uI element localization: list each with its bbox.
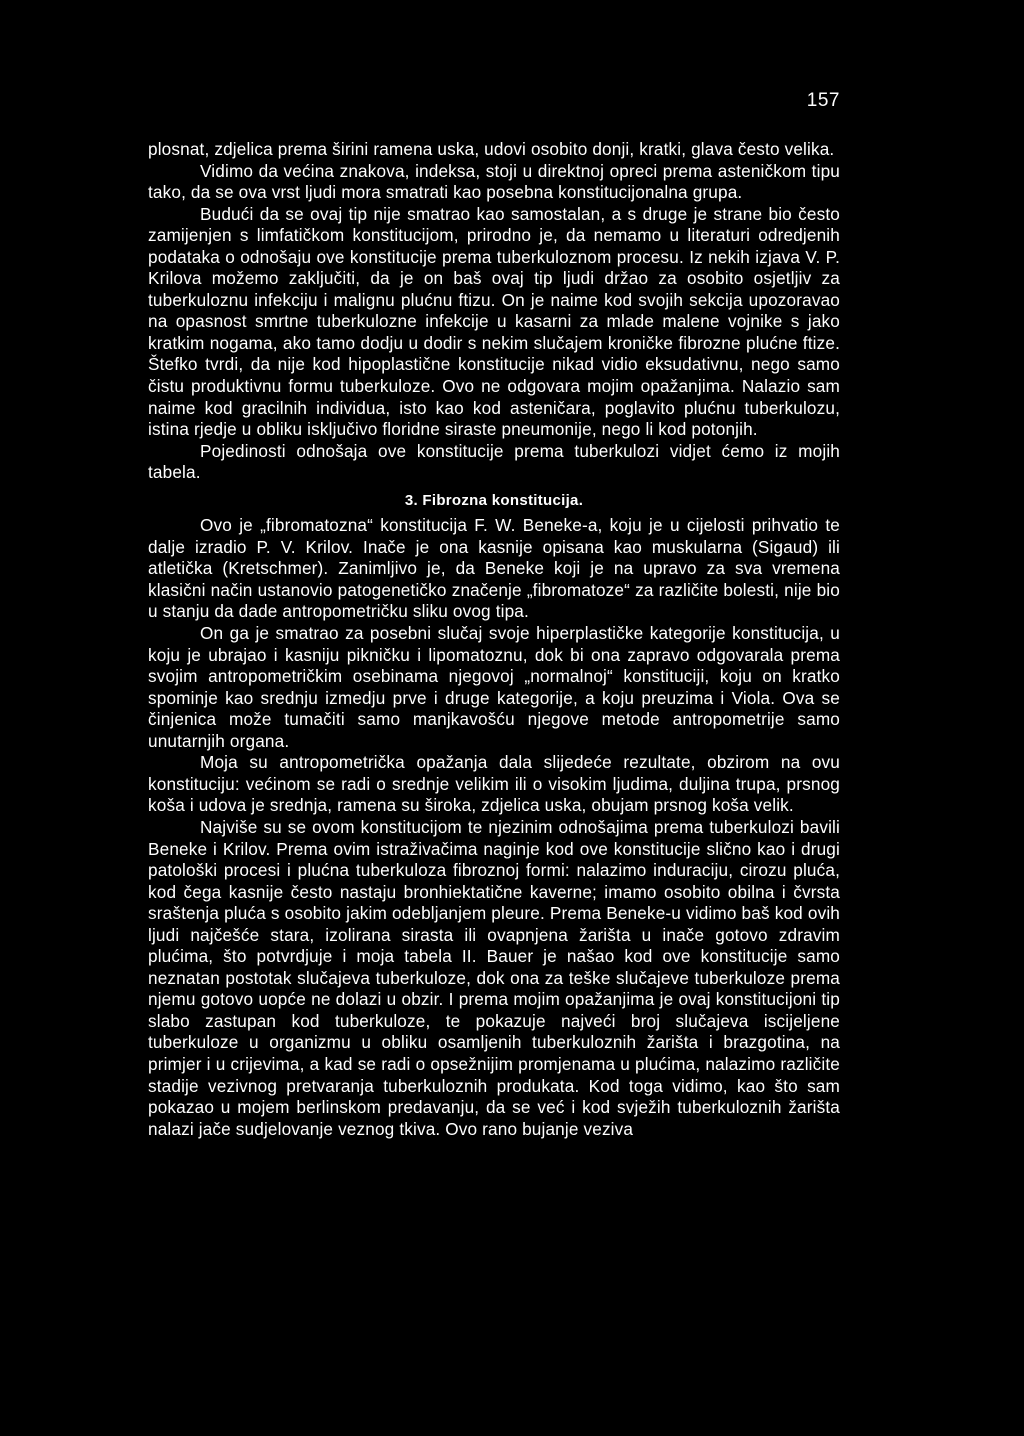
paragraph-5: Ovo je „fibromatozna“ konstitucija F. W. Beneke-a, koju je u cijelosti prihvatio te dalje izradio P. V. Krilov. Inače je ona kasnije opisana kao muskularna (Sigaud) ili atletička (Kretschmer). Zanimljivo je, da Beneke koji je na upravo za sva vremena klasični način ustanovio patogenetičko značenje „fibromatoze“ za različite bolesti, nije bio u stanju da dade antropometričku sliku ovog tipa. (148, 515, 840, 622)
paragraph-3: Budući da se ovaj tip nije smatrao kao samostalan, a s druge je strane bio često zamijenjen s limfatičkom konstitucijom, prirodno je, da nemamo u literaturi odredjenih podataka o odnošaju ove konstitucije prema tuberkuloznom procesu. Iz nekih izjava V. P. Krilova možemo zaključiti, da je on baš ovaj tip ljudi držao za osobito osjetljiv za tuberkuloznu infekciju i malignu plućnu ftizu. On je naime kod svojih sekcija upozoravao na opasnost smrtne tuberkulozne infekcije u kasarni za mlade malene vojnike s jako kratkim nogama, ako tamo dodju u dodir s nekim slučajem kroničke fibrozne plućne ftize. Štefko tvrdi, da nije kod hipoplastične konstitucije nikad vidio eksudativnu, nego samo čistu produktivnu formu tuberkuloze. Ovo ne odgovara mojim opažanjima. Nalazio sam naime kod gracilnih individua, isto kao kod asteničara, poglavito plućnu tuberkulozu, istina rjedje u obliku isključivo floridne siraste pneumonije, nego li kod potonjih. (148, 203, 840, 440)
paragraph-8: Najviše su se ovom konstitucijom te njezinim odnošajima prema tuberkulozi bavili Beneke i Krilov. Prema ovim istraživačima naginje kod ove konstitucije slično kao i drugi patološki procesi i plućna tuberkuloza fibroznoj formi: nalazimo induraciju, cirozu pluća, kod čega kasnije često nastaju bronhiektatične kaverne; imamo osobito obilna i čvrsta sraštenja pluća s osobito jakim odebljanjem pleure. Prema Beneke-u vidimo baš kod ovih ljudi najčešće stara, izolirana sirasta ili ovapnjena žarišta u inače gotovo zdravim plućima, što potvrdjuje i moja tabela II. Bauer je našao kod ove konstitucije samo neznatan postotak slučajeva tuberkuloze, dok ona za teške slučajeve tuberkuloze prema njemu gotovo uopće ne dolazi u obzir. I prema mojim opažanjima je ovaj konstitucijoni tip slabo zastupan kod tuberkuloze, te pokazuje najveći broj slučajeva iscijeljene tuberkuloze u organizmu u obliku osamljenih tuberkuloznih žarišta i brazgotina, na primjer i u crijevima, a kad se radi o opsežnijim promjenama u plućima, nalazimo različite stadije vezivnog pretvaranja tuberkuloznih produkata. Kod toga vidimo, kao što sam pokazao u mojem berlinskom predavanju, da se već i kod svježih tuberkuloznih žarišta nalazi jače sudjelovanje veznog tkiva. Ovo rano bujanje veziva (148, 816, 840, 1139)
page-number: 157 (806, 90, 840, 111)
section-heading: 3. Fibrozna konstitucija. (404, 491, 584, 509)
paragraph-6: On ga je smatrao za posebni slučaj svoje hiperplastičke kategorije konstitucija, u koju je ubrajao i kasniju pikničku i lipomatoznu, dok bi ona zapravo odgovarala prema svojim antropometričkim osebinama njegovoj „normalnoj“ konstituciji, koju on kratko spominje kao srednju izmedju prve i druge kategorije, a koju preuzima i Viola. Ova se činjenica može tumačiti samo manjkavošću njegove metode antropometrije samo unutarnjih organa. (148, 623, 840, 751)
paragraph-2: Vidimo da većina znakova, indeksa, stoji u direktnoj opreci prema asteničkom tipu tako, da se ova vrst ljudi mora smatrati kao posebna konstitucijonalna grupa. (148, 160, 840, 203)
paragraph-7: Moja su antropometrička opažanja dala slijedeće rezultate, obzirom na ovu konstituciju: većinom se radi o srednje velikim ili o visokim ljudima, duljina trupa, prsnog koša i udova je srednja, ramena su široka, zdjelica uska, obujam prsnog koša velik. (148, 752, 840, 816)
paragraph-1: plosnat, zdjelica prema širini ramena uska, udovi osobito donji, kratki, glava često velika. (148, 139, 835, 159)
paragraph-4: Pojedinosti odnošaja ove konstitucije prema tuberkulozi vidjet ćemo iz mojih tabela. (148, 440, 840, 483)
document-page (148, 0, 840, 1436)
body-text (148, 139, 840, 1140)
